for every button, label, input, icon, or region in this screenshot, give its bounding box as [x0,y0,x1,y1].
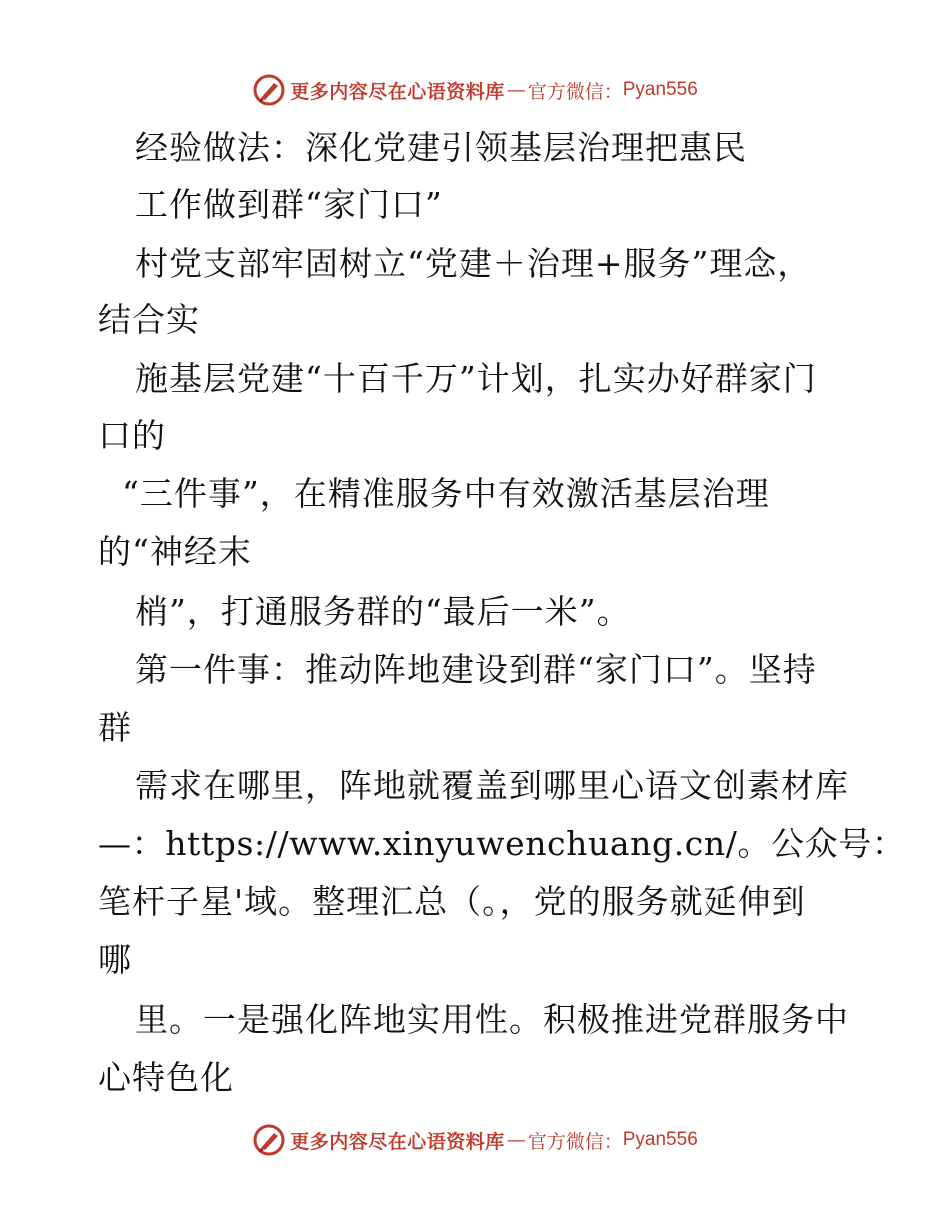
body-line: 第一件事：推动阵地建设到群“家门口”。坚持 [135,650,817,689]
footer-banner [0,1120,950,1160]
banner-dash: — [506,79,526,101]
banner-dash: — [506,1129,526,1151]
header-banner [0,70,950,110]
banner-wechat-label: 官方微信： [527,1130,623,1153]
body-line: 村党支部牢固树立“党建＋治理+服务”理念， [135,244,812,283]
banner-brand-text: 更多内容尽在心语资料库 [290,80,505,103]
banner-brand-text: 更多内容尽在心语资料库 [290,1130,505,1153]
pen-logo-icon [252,73,286,107]
body-line: “三件事”，在精准服务中有效激活基层治理 [122,474,770,513]
body-line: 施基层党建“十百千万”计划，扎实办好群家门 [135,359,817,398]
body-line: 结合实 [98,300,200,339]
body-line: —：https://www.xinyuwenchuang.cn/。公众号： [98,824,906,863]
body-line: 需求在哪里，阵地就覆盖到哪里心语文创素材库 [135,766,849,805]
pen-logo-icon [252,1123,286,1157]
body-line: 心特色化 [98,1058,234,1097]
body-line: 经验做法：深化党建引领基层治理把惠民 [135,128,747,167]
body-line: 口的 [98,416,166,455]
body-line: 里。一是强化阵地实用性。积极推进党群服务中 [135,1000,849,1039]
body-line: 群 [98,708,132,747]
banner-wechat-id: Pyan556 [622,1129,698,1150]
body-line: 梢”，打通服务群的“最后一米”。 [135,592,631,631]
body-line: 的“神经末 [98,532,252,571]
body-line: 笔杆子星'域。整理汇总（。，党的服务就延伸到 [98,882,806,921]
body-line: 工作做到群“家门口” [135,185,443,224]
banner-wechat-id: Pyan556 [622,79,698,100]
banner-wechat-label: 官方微信： [527,80,623,103]
body-line: 哪 [98,940,132,979]
